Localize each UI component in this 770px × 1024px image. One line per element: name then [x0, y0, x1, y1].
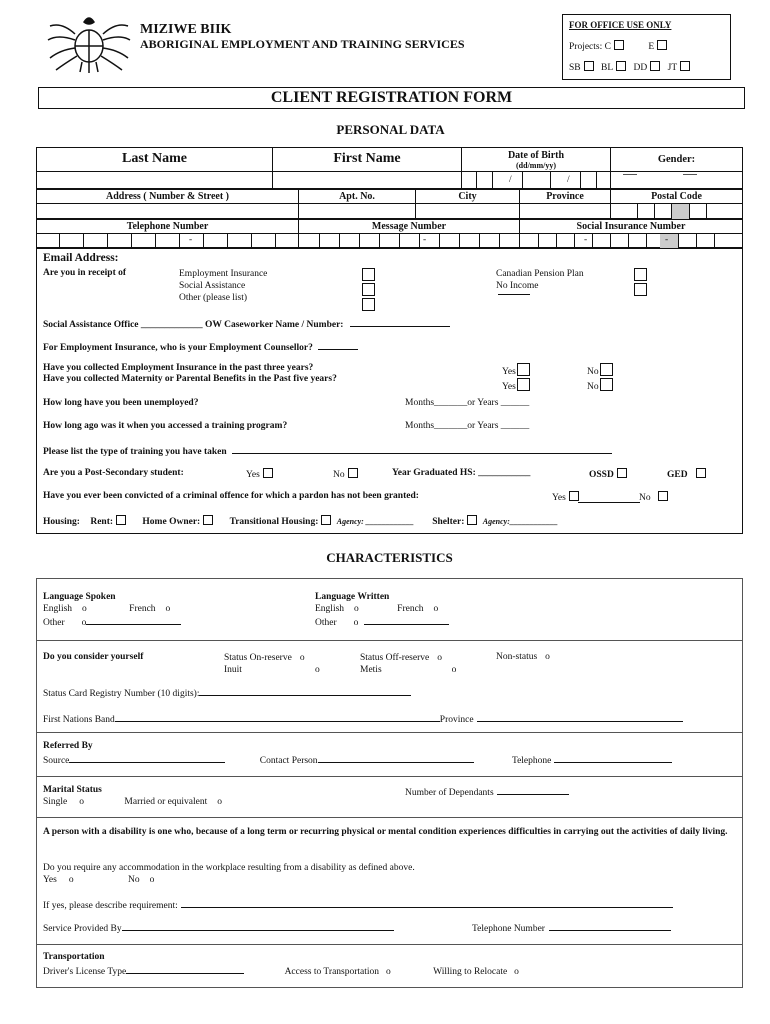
- message-cell: [298, 219, 520, 234]
- acc-yes-label: Yes: [43, 875, 57, 885]
- home-owner-checkbox[interactable]: [203, 515, 213, 525]
- no-income-checkbox[interactable]: [634, 283, 647, 296]
- office-use-box: [562, 14, 731, 80]
- disability-definition: A person with a disability is one who, because of a long term or recurring physical or mental condition experiences difficulties in carrying out the activities of daily living.: [43, 827, 728, 837]
- lang-spoken-label: Language Spoken: [43, 592, 116, 602]
- gender-label: Gender:: [657, 154, 696, 165]
- office-use-title: FOR OFFICE USE ONLY: [569, 20, 672, 30]
- caseworker-input[interactable]: [350, 317, 450, 327]
- training-ago-label: How long ago was it when you accessed a training program?: [43, 421, 288, 431]
- convicted-label: Have you ever been convicted of a criminal offence for which a pardon has not been granted:: [43, 491, 419, 501]
- receipt-checkboxes-2: [634, 268, 647, 298]
- rent-checkbox[interactable]: [116, 515, 126, 525]
- fn-band-row: [43, 712, 683, 725]
- receipt-checkboxes: [362, 268, 375, 313]
- sin-cell: [519, 219, 743, 234]
- cpp-checkbox[interactable]: [634, 268, 647, 281]
- ps-yes: [246, 468, 273, 480]
- status-off-label: Status Off-reserve: [360, 653, 430, 663]
- ei-yes-checkbox[interactable]: [517, 363, 530, 376]
- ei-counsellor-row: [43, 340, 358, 353]
- lang-written-label: Language Written: [315, 592, 390, 602]
- last-name-input[interactable]: [36, 171, 273, 189]
- written-other-input[interactable]: [364, 615, 449, 625]
- status-on-label: Status On-reserve: [224, 653, 292, 663]
- relocate-radio[interactable]: o: [514, 967, 519, 977]
- org-name: MIZIWE BIIK: [140, 22, 232, 37]
- status-col1: [224, 652, 320, 676]
- training-duration[interactable]: Months_______or Years ______: [405, 421, 530, 431]
- dob-cell: [461, 147, 611, 172]
- characteristics-title: CHARACTERISTICS: [326, 550, 453, 565]
- mat-no-label: No: [587, 382, 599, 392]
- non-status: [496, 652, 550, 662]
- service-telephone-input[interactable]: [549, 921, 671, 931]
- opt-cpp: Canadian Pension Plan: [496, 269, 584, 279]
- ei-counsellor-input[interactable]: [318, 340, 358, 350]
- housing-row: [43, 515, 558, 527]
- form-title: [38, 87, 745, 109]
- personal-data-title: PERSONAL DATA: [336, 122, 445, 137]
- status-card-row: [43, 686, 411, 699]
- ged-checkbox[interactable]: [696, 468, 706, 478]
- dob-input[interactable]: / /: [461, 171, 611, 189]
- written-other-label: Other: [315, 618, 337, 628]
- source-input[interactable]: [69, 753, 225, 763]
- ps-no: [333, 468, 358, 480]
- written-english-radio[interactable]: o: [354, 604, 359, 614]
- acc-yes-radio[interactable]: o: [68, 875, 74, 885]
- ged: [667, 468, 706, 480]
- sin-label: Social Insurance Number: [576, 221, 686, 232]
- ossd-checkbox[interactable]: [617, 468, 627, 478]
- transitional-checkbox[interactable]: [321, 515, 331, 525]
- status-card-label: Status Card Registry Number (10 digits):: [43, 689, 200, 699]
- last-name-label: Last Name: [122, 151, 187, 166]
- sa-office-row: [43, 317, 450, 330]
- ossd: [589, 468, 627, 480]
- collected-yes: [502, 363, 530, 393]
- receipt-question: Are you in receipt of: [43, 268, 127, 278]
- city-label: City: [458, 191, 477, 202]
- acc-no-radio[interactable]: o: [149, 875, 155, 885]
- transitional-agency[interactable]: Agency: ____________: [336, 517, 414, 526]
- non-status-radio[interactable]: o: [545, 652, 550, 662]
- conv-no: [639, 491, 668, 503]
- city-cell: [415, 189, 520, 204]
- code-bl-label: BL: [601, 63, 614, 73]
- ei-checkbox[interactable]: [362, 268, 375, 281]
- project-c-checkbox[interactable]: [614, 40, 624, 50]
- code-bl-checkbox[interactable]: [616, 61, 626, 71]
- ps-no-label: No: [333, 470, 345, 480]
- ei-counsellor-label: For Employment Insurance, who is your Employment Counsellor?: [43, 343, 313, 353]
- service-by-label: Service Provided By: [43, 924, 122, 934]
- code-jt-label: JT: [667, 63, 678, 73]
- ei-no-checkbox[interactable]: [600, 363, 613, 376]
- dependants-label: Number of Dependants: [405, 788, 494, 798]
- non-status-label: Non-status: [496, 652, 538, 662]
- first-name-label: First Name: [333, 151, 401, 166]
- written-french-radio[interactable]: o: [433, 604, 439, 614]
- license-input[interactable]: [126, 964, 244, 974]
- describe-label: If yes, please describe requirement:: [43, 901, 178, 911]
- province-input[interactable]: [519, 203, 611, 219]
- accommodation-options: [43, 875, 154, 885]
- postal-cell: [610, 189, 743, 204]
- spoken-other-label: Other: [43, 618, 65, 628]
- ps-yes-checkbox[interactable]: [263, 468, 273, 478]
- mat-no-checkbox[interactable]: [600, 378, 613, 391]
- address-cell: [36, 189, 299, 204]
- year-grad-label[interactable]: Year Graduated HS: ___________: [392, 468, 531, 478]
- dob-label: Date of Birth: [507, 150, 565, 161]
- project-e-checkbox[interactable]: [657, 40, 667, 50]
- sa-office-label: Social Assistance Office _____________ OW Caseworker Name / Number:: [43, 320, 344, 330]
- single-radio[interactable]: o: [79, 797, 85, 807]
- ei-yes-label: Yes: [502, 367, 516, 377]
- spoken-english-radio[interactable]: o: [82, 604, 87, 614]
- service-telephone-label: Telephone Number: [472, 924, 545, 934]
- license-label: Driver's License Type: [43, 967, 127, 977]
- shelter-checkbox[interactable]: [467, 515, 477, 525]
- conv-yes: [552, 491, 579, 503]
- shelter-agency[interactable]: Agency:____________: [482, 517, 558, 526]
- marital-label: Marital Status: [43, 785, 102, 795]
- telephone-input[interactable]: -: [36, 233, 299, 248]
- opt-other: Other (please list): [179, 293, 248, 303]
- fn-province-label: Province: [439, 715, 474, 725]
- referral-telephone-label: Telephone: [511, 756, 552, 766]
- marital-options: [43, 797, 222, 807]
- fn-band-label: First Nations Band: [43, 715, 115, 725]
- ei-collected-label: Have you collected Employment Insurance in the past three years?: [43, 363, 314, 373]
- code-jt-checkbox[interactable]: [680, 61, 690, 71]
- collected-no: [587, 363, 613, 393]
- inuit-radio[interactable]: o: [314, 665, 320, 675]
- source-label: Source: [43, 756, 70, 766]
- projects-row: [569, 40, 667, 52]
- spoken-other-input[interactable]: [86, 615, 181, 625]
- conv-yes-label: Yes: [552, 493, 566, 503]
- spoken-english-label: English: [43, 604, 73, 614]
- first-name-input[interactable]: [272, 171, 462, 189]
- address-label: Address ( Number & Street ): [105, 191, 230, 202]
- opt-ei: Employment Insurance: [179, 269, 268, 279]
- other-list-line[interactable]: [498, 294, 530, 295]
- code-dd-label: DD: [633, 63, 648, 73]
- transport-row: [43, 964, 519, 977]
- unemployed-duration[interactable]: Months_______or Years ______: [405, 398, 530, 408]
- sin-input[interactable]: - -: [519, 233, 743, 248]
- referred-by-label: Referred By: [43, 741, 93, 751]
- written-english-label: English: [315, 604, 345, 614]
- fn-province-input[interactable]: [477, 712, 683, 722]
- housing-label: Housing:: [43, 517, 80, 527]
- lang-written: [315, 591, 449, 629]
- service-row: [43, 921, 671, 934]
- opt-sa: Social Assistance: [179, 281, 246, 291]
- other-checkbox[interactable]: [362, 298, 375, 311]
- rent-label: Rent:: [90, 517, 114, 527]
- service-by-input[interactable]: [122, 921, 394, 931]
- postal-input[interactable]: [610, 203, 743, 219]
- shelter-label: Shelter:: [432, 517, 465, 527]
- apt-input[interactable]: [298, 203, 416, 219]
- ossd-label: OSSD: [589, 470, 614, 480]
- email-label: Email Address:: [43, 252, 119, 264]
- code-sb-checkbox[interactable]: [584, 61, 594, 71]
- address-input[interactable]: [36, 203, 299, 219]
- province-cell: [519, 189, 611, 204]
- ps-no-checkbox[interactable]: [348, 468, 358, 478]
- last-name-cell: [36, 147, 273, 172]
- written-french-label: French: [397, 604, 424, 614]
- accommodation-question: Do you require any accommodation in the workplace resulting from a disability as defined above.: [43, 863, 415, 873]
- conv-yes-line: [578, 502, 640, 503]
- post-secondary-label: Are you a Post-Secondary student:: [43, 468, 184, 478]
- gender-cell: [610, 147, 743, 172]
- access-transport-radio[interactable]: o: [386, 967, 391, 977]
- form-title-text: CLIENT REGISTRATION FORM: [270, 89, 513, 106]
- unemployed-label: How long have you been unemployed?: [43, 398, 199, 408]
- org-subtitle: ABORIGINAL EMPLOYMENT AND TRAINING SERVICES: [140, 37, 465, 51]
- collected-questions: [43, 363, 337, 385]
- dependants-row: [405, 785, 569, 798]
- acc-no-label: No: [127, 875, 140, 885]
- training-list-label: Please list the type of training you have taken: [43, 447, 227, 457]
- relocate-label: Willing to Relocate: [433, 967, 508, 977]
- mat-yes-checkbox[interactable]: [517, 378, 530, 391]
- maternity-label: Have you collected Maternity or Parental Benefits in the Past five years?: [43, 374, 337, 384]
- describe-input[interactable]: [181, 898, 673, 908]
- org-logo: [44, 12, 134, 74]
- transitional-label: Transitional Housing:: [229, 517, 319, 527]
- training-list-row: [43, 444, 612, 457]
- code-dd-checkbox[interactable]: [650, 61, 660, 71]
- project-e-label: E: [648, 42, 655, 52]
- conv-yes-checkbox[interactable]: [569, 491, 579, 501]
- inuit-label: Inuit: [224, 665, 242, 675]
- status-col2: [360, 652, 456, 676]
- contact-person-input[interactable]: [318, 753, 474, 763]
- ged-label: GED: [667, 470, 688, 480]
- conv-no-checkbox[interactable]: [658, 491, 668, 501]
- referral-telephone-input[interactable]: [554, 753, 672, 763]
- access-transport-label: Access to Transportation: [284, 967, 380, 977]
- contact-person-label: Contact Person: [259, 756, 318, 766]
- married-label: Married or equivalent: [124, 797, 208, 807]
- lang-spoken: [43, 591, 181, 629]
- dob-format: (dd/mm/yy): [516, 161, 556, 170]
- status-on-radio[interactable]: o: [299, 653, 305, 663]
- sa-checkbox[interactable]: [362, 283, 375, 296]
- referred-row: [43, 753, 672, 766]
- first-name-cell: [272, 147, 462, 172]
- receipt-options-2: [496, 268, 584, 292]
- describe-row: [43, 898, 673, 911]
- message-input[interactable]: -: [298, 233, 520, 248]
- fn-band-input[interactable]: [115, 712, 440, 722]
- city-input[interactable]: [415, 203, 520, 219]
- message-label: Message Number: [371, 221, 447, 232]
- spoken-other-radio[interactable]: o: [81, 618, 87, 628]
- dependants-input[interactable]: [497, 785, 569, 795]
- status-card-input[interactable]: [199, 686, 411, 696]
- ps-yes-label: Yes: [246, 470, 260, 480]
- postal-label: Postal Code: [651, 191, 702, 202]
- status-off-radio[interactable]: o: [437, 653, 442, 663]
- gender-input[interactable]: [610, 171, 743, 189]
- written-other-radio[interactable]: o: [353, 618, 359, 628]
- spoken-french-label: French: [129, 604, 156, 614]
- ei-no-label: No: [587, 367, 599, 377]
- province-label: Province: [546, 191, 584, 202]
- spoken-french-radio[interactable]: o: [165, 604, 171, 614]
- single-label: Single: [43, 797, 68, 807]
- receipt-options: [179, 268, 267, 304]
- metis-radio[interactable]: o: [451, 665, 457, 675]
- transportation-label: Transportation: [43, 952, 105, 962]
- training-list-input[interactable]: [232, 444, 612, 454]
- married-radio[interactable]: o: [217, 797, 222, 807]
- opt-no-income: No Income: [496, 281, 539, 291]
- telephone-cell: [36, 219, 299, 234]
- metis-label: Metis: [360, 665, 382, 675]
- apt-label: Apt. No.: [339, 191, 375, 202]
- code-sb-label: SB: [569, 63, 581, 73]
- telephone-label: Telephone Number: [126, 221, 209, 232]
- projects-label: Projects: C: [569, 42, 611, 52]
- conv-no-label: No: [639, 493, 651, 503]
- consider-label: Do you consider yourself: [43, 652, 144, 662]
- codes-row: [569, 61, 690, 73]
- home-owner-label: Home Owner:: [142, 517, 201, 527]
- apt-cell: [298, 189, 416, 204]
- mat-yes-label: Yes: [502, 382, 516, 392]
